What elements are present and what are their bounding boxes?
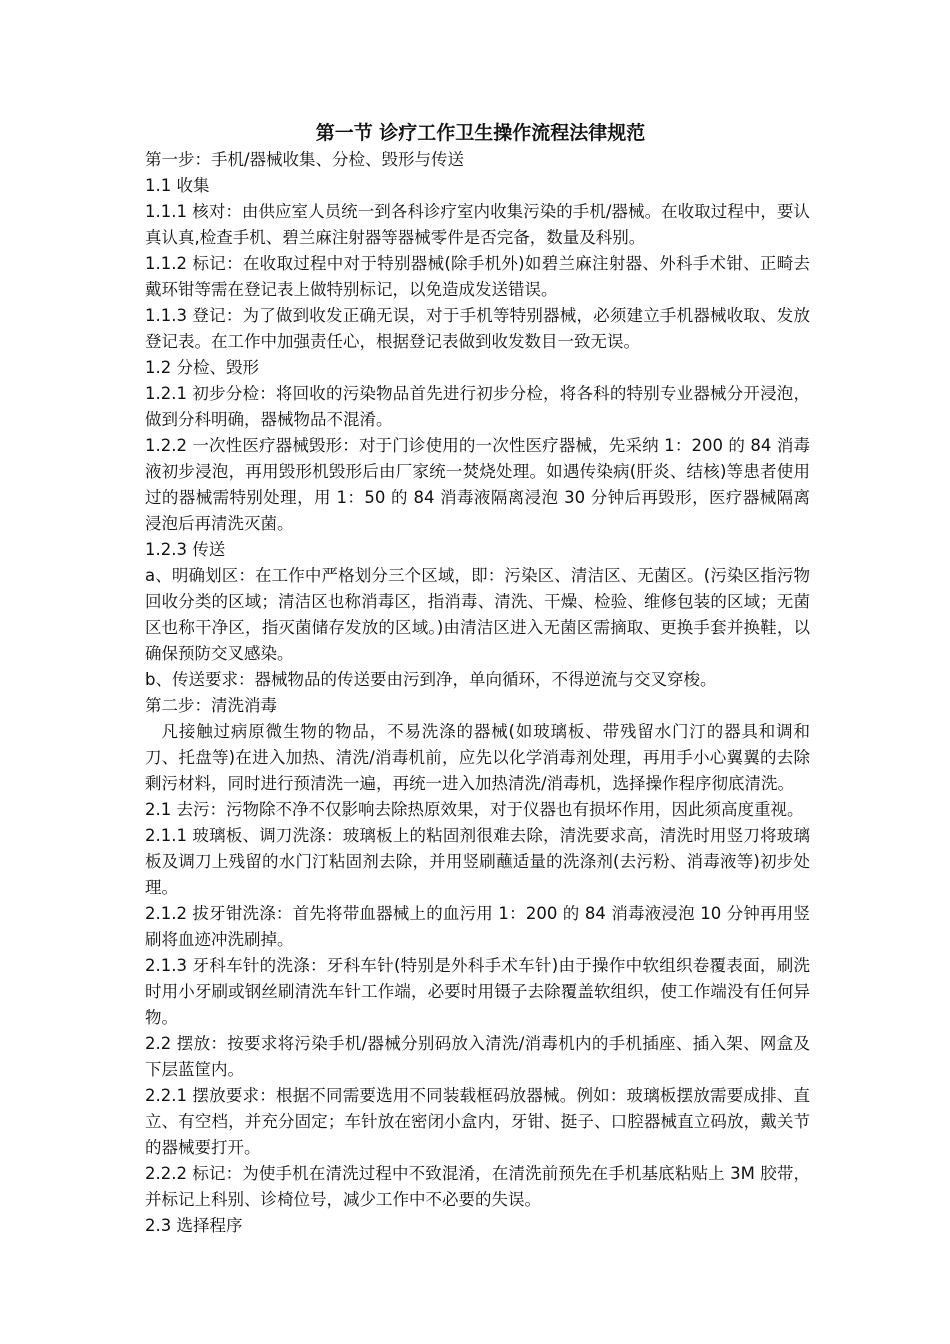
body-paragraph: b、传送要求：器械物品的传送要由污到净，单向循环，不得逆流与交叉穿梭。 [145,670,717,689]
body-paragraph: 1.1.3 登记：为了做到收发正确无误，对于手机等特别器械，必须建立手机器械收取、发放登记表。在工作中加强责任心，根据登记表做到收发数目一致无误。 [145,306,810,351]
section-heading: 1.1 收集 [145,176,210,195]
body-paragraph: 2.1.1 玻璃板、调刀洗涤：玻璃板上的粘固剂很难去除，清洗要求高，清洗时用竖刀将玻璃板及调刀上残留的水门汀粘固剂去除，并用竖刷蘸适量的洗涤剂(去污粉、消毒液等)初步处理。 [145,826,810,897]
section-heading: 2.3 选择程序 [145,1216,243,1235]
body-paragraph: 2.1.2 拔牙钳洗涤：首先将带血器械上的血污用 1：200 的 84 消毒液浸泡 10 分钟再用竖刷将血迹冲洗刷掉。 [145,904,810,949]
body-paragraph: a、明确划区：在工作中严格划分三个区域，即：污染区、清洁区、无菌区。(污染区指污物回收分类的区域；清洁区也称消毒区，指消毒、清洗、干燥、检验、维修包装的区域；无菌区也称干净区，指灭菌储存发放的区域。)由清洁区进入无菌区需摘取、更换手套并换鞋，以确保预防交叉感染。 [145,566,810,663]
body-paragraph: 2.2.1 摆放要求：根据不同需要选用不同装载框码放器械。例如：玻璃板摆放需要成排、直立、有空档，并充分固定；车针放在密闭小盒内，牙钳、挺子、口腔器械直立码放，戴关节的器械要打开。 [145,1086,810,1157]
body-paragraph: 1.2.2 一次性医疗器械毁形：对于门诊使用的一次性医疗器械，先采纳 1：200 的 84 消毒液初步浸泡，再用毁形机毁形后由厂家统一焚烧处理。如遇传染病(肝炎、结核)等患者使用过的器械需特别处理，用 1：50 的 84 消毒液隔离浸泡 30 分钟后再毁形，医疗器械隔离浸泡后再清洗灭菌。 [145,436,810,533]
body-paragraph: 2.1.3 牙科车针的洗涤：牙科车针(特别是外科手术车针)由于操作中软组织卷覆表面，刷洗时用小牙刷或钢丝刷清洗车针工作端，必要时用镊子去除覆盖软组织，使工作端没有任何异物。 [145,956,810,1027]
body-paragraph: 1.2.1 初步分检：将回收的污染物品首先进行初步分检，将各科的特别专业器械分开浸泡，做到分科明确，器械物品不混淆。 [145,384,810,429]
document-body [145,119,810,1239]
step-heading: 第一步：手机/器械收集、分检、毁形与传送 [145,150,465,169]
section-heading: 1.2 分检、毁形 [145,358,259,377]
body-paragraph: 2.2.2 标记：为使手机在清洗过程中不致混淆，在清洗前预先在手机基底粘贴上 3M 胶带，并标记上科别、诊椅位号，减少工作中不必要的失误。 [145,1164,810,1209]
document-title: 第一节 诊疗工作卫生操作流程法律规范 [315,122,646,144]
section-heading: 1.2.3 传送 [145,540,226,559]
body-paragraph: 1.1.2 标记：在收取过程中对于特别器械(除手机外)如碧兰麻注射器、外科手术钳、正畸去戴环钳等需在登记表上做特别标记，以免造成发送错误。 [145,254,810,299]
body-paragraph: 2.1 去污：污物除不净不仅影响去除热原效果，对于仪器也有损坏作用，因此须高度重视。 [145,800,804,819]
step-heading: 第二步：清洗消毒 [145,696,277,715]
body-paragraph: 2.2 摆放：按要求将污染手机/器械分别码放入清洗/消毒机内的手机插座、插入架、网盒及下层蓝筐内。 [145,1034,810,1079]
body-paragraph: 凡接触过病原微生物的物品，不易洗涤的器械(如玻璃板、带残留水门汀的器具和调和刀、托盘等)在进入加热、清洗/消毒机前，应先以化学消毒剂处理，再用手小心翼翼的去除剩污材料，同时进行预清洗一遍，再统一进入加热清洗/消毒机，选择操作程序彻底清洗。 [145,722,810,793]
body-paragraph: 1.1.1 核对：由供应室人员统一到各科诊疗室内收集污染的手机/器械。在收取过程中，要认真认真,检查手机、碧兰麻注射器等器械零件是否完备，数量及科别。 [145,202,810,247]
